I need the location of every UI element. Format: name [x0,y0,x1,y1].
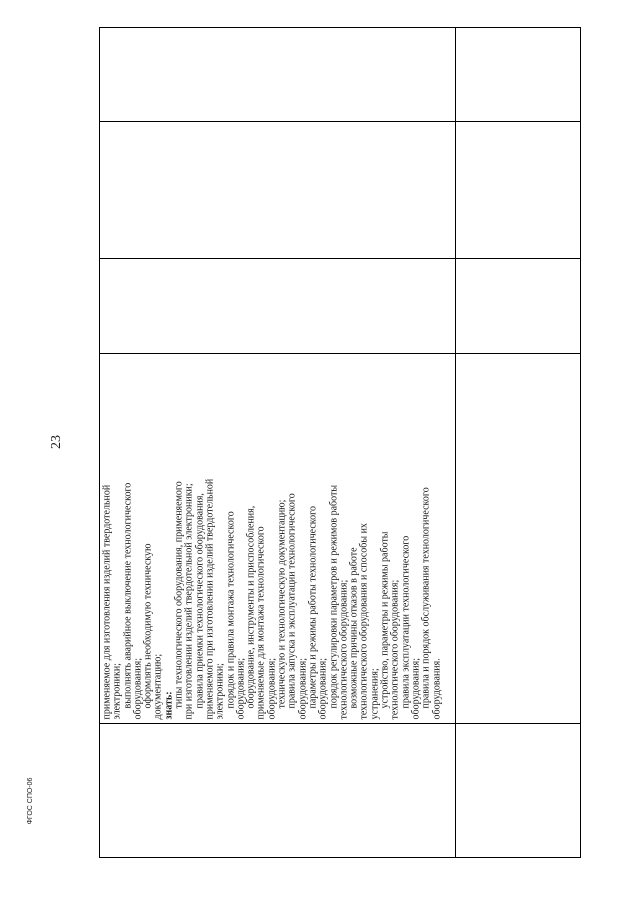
text-line: оформлять необходимую техническую [142,543,154,709]
page-number: 23 [49,435,64,449]
text-line: применяемое для изготовления изделий твердотельной [101,484,113,720]
text-line: устройство, параметры и режимы работы [379,531,391,709]
section-heading: знать: [163,691,175,720]
text-line: применяемого при изготовлении изделий твердотельной [204,478,216,720]
text-line: правила и порядок обслуживания технологического [420,487,432,709]
text-line: оборудования; [132,657,144,720]
text-line: применяемые для монтажа технологического [255,526,267,720]
text-line: оборудования; [410,657,422,720]
table-divider-horizontal [100,353,580,354]
text-line: оборудования; [235,657,247,720]
table-divider-horizontal [100,121,580,122]
table-divider-horizontal [100,723,580,724]
text-line: оборудования. [431,658,442,720]
text-line: документацию; [152,653,164,720]
text-line: выполнять аварийное выключение технологического [122,482,134,709]
text-line: порядок регулировки параметров и режимов работы [328,484,340,709]
text-line: технологического оборудования; [389,579,401,720]
text-line: технологического оборудования; [338,579,350,720]
text-line: оборудования; [317,657,329,720]
text-line: электроники; [214,663,226,720]
table-divider-vertical [455,28,456,857]
text-line: правила эксплуатации технологического [400,535,412,709]
table-divider-horizontal [100,258,580,259]
text-line: порядок и правила монтажа технологического [225,511,237,709]
text-line: при изготовлении изделий твердотельной электроники; [183,483,195,720]
text-line: оборудования; [297,657,309,720]
text-line: типы технологического оборудования, применяемого [173,481,185,709]
text-line: устранения; [369,668,381,720]
text-line: возможные причины отказов в работе [348,547,360,709]
text-line: правила приемки технологического оборудования, [194,493,206,709]
text-line: оборудования; [266,657,278,720]
text-line: электроники; [111,663,123,720]
competency-requirements-text [100,455,586,722]
text-line: технологического оборудования и способы их [358,523,370,720]
standards-table [99,27,581,858]
text-line: правила запуска и эксплуатации технологического [286,493,298,709]
text-line: параметры и режимы работы технологического [307,506,319,709]
document-footer-code: ФГОС СПО-06 [27,777,34,825]
text-line: оборудование, инструменты и приспособления, [245,505,257,709]
text-line: техническую и технологическую документацию; [276,499,288,709]
